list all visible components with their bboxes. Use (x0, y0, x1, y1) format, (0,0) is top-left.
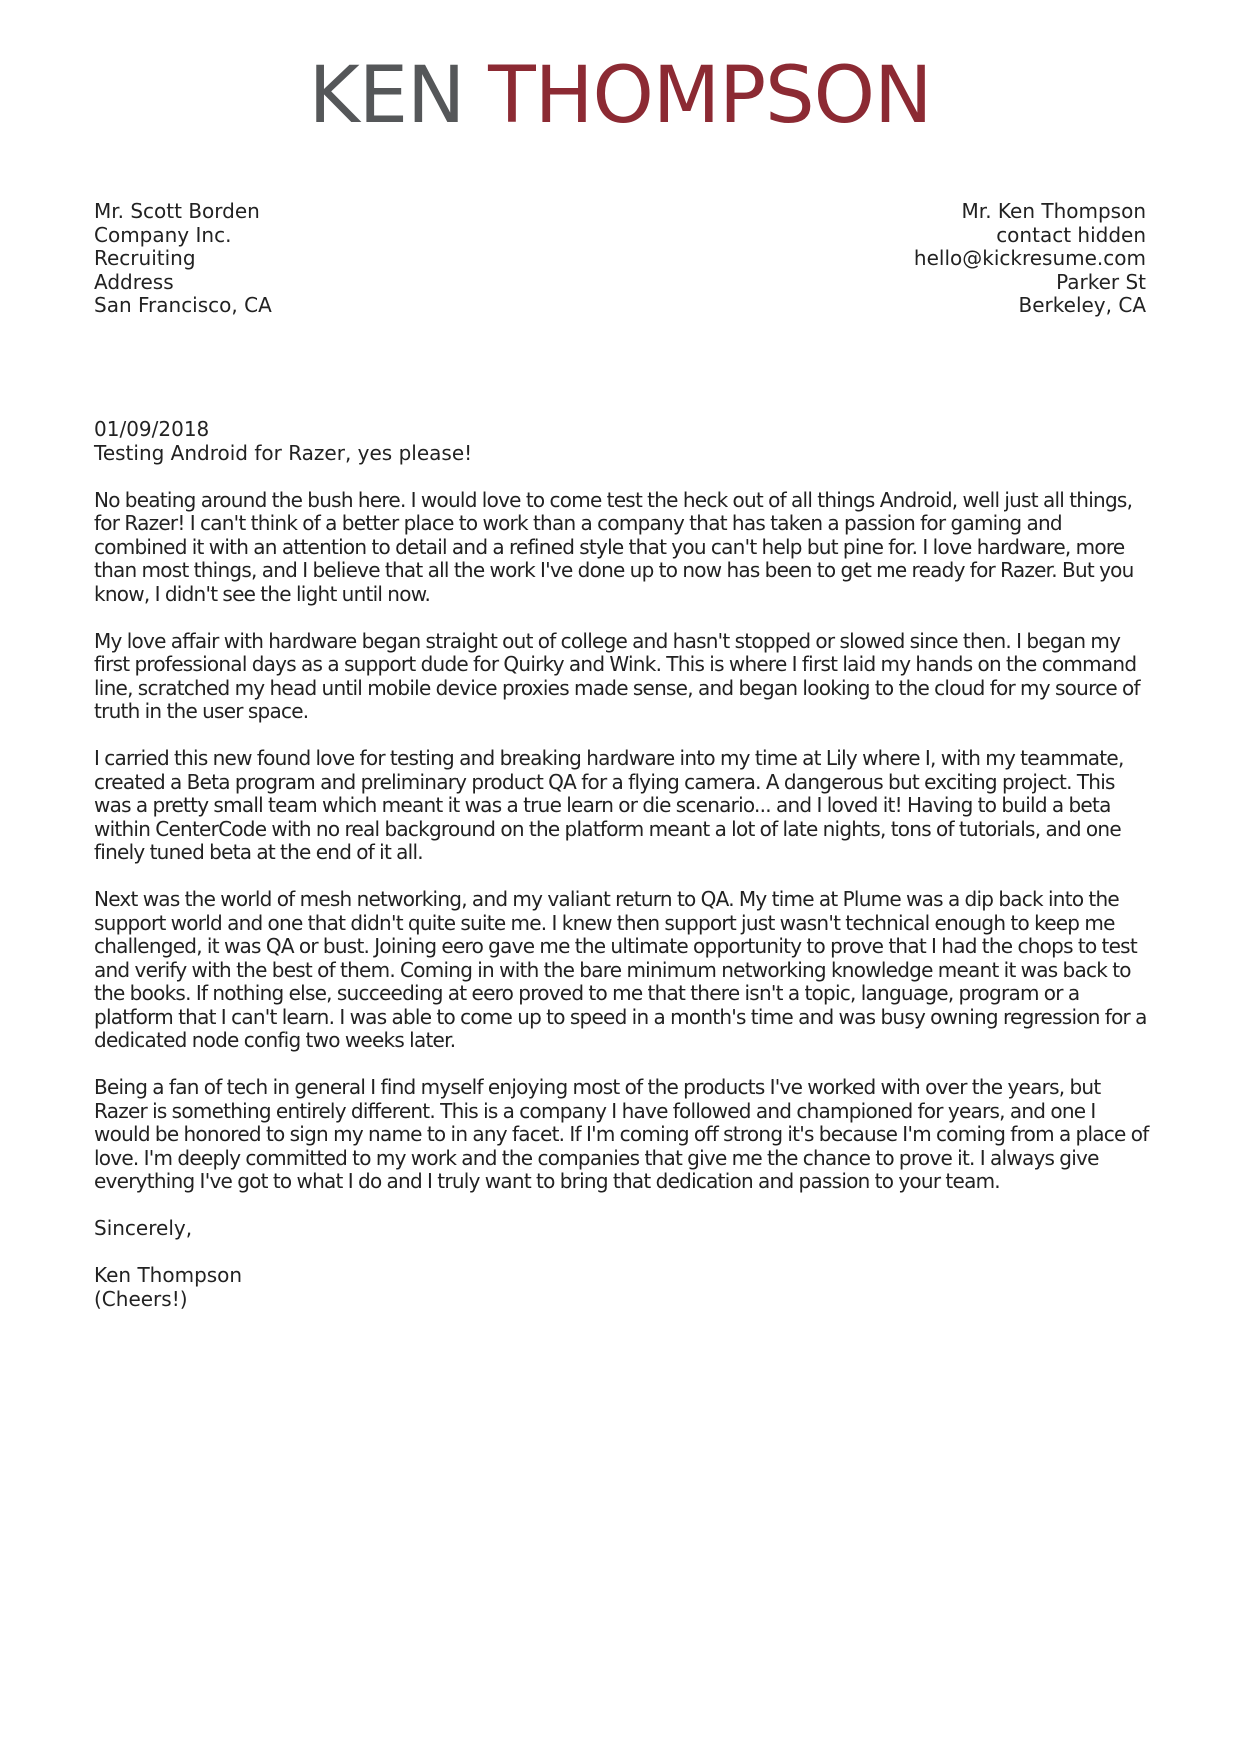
recipient-department: Recruiting (94, 246, 196, 270)
letter-date: 01/09/2018 (94, 417, 210, 441)
letter-paragraph: No beating around the bush here. I would love to come test the heck out of all things Android, well just all things, for Razer! I can't think of a better place to work than a company that has taken a passion for gaming and combined it with an attention to detail and a refined style that you can't help but pine for. I love hardware, more than most things, and I believe that all the work I've done up to now has been to get me ready for Razer. But you know, I didn't see the light until now. (94, 487, 1134, 606)
letter-subject: Testing Android for Razer, yes please! (94, 440, 473, 465)
recipient-city: San Francisco, CA (94, 293, 272, 317)
signature-name: Ken Thompson (94, 1263, 243, 1287)
applicant-name-header (0, 46, 1240, 146)
recipient-company: Company Inc. (94, 222, 232, 247)
sender-email: hello@kickresume.com (913, 246, 1146, 270)
recipient-address-block (94, 200, 272, 318)
letter-paragraph: Next was the world of mesh networking, and my valiant return to QA. My time at Plume was a dip back into the support world and one that didn't quite suite me. I knew then support just wasn't technical enough to keep me challenged, it was QA or bust. Joining eero gave me the ultimate opportunity to prove that I had the chops to test and verify with the best of them. Coming in with the bare minimum networking knowledge meant it was back to the books. If nothing else, succeeding at eero proved to me that there isn't a topic, language, program or a platform that I can't learn. I was able to come up to speed in a month's time and was busy owning regression for a dedicated node config two weeks later. (94, 887, 1147, 1052)
sender-street: Parker St (1056, 269, 1146, 294)
letter-paragraph: I carried this new found love for testing and breaking hardware into my time at Lily where I, with my teammate, created a Beta program and preliminary product QA for a flying camera. A dangerous but exciting project. This was a pretty small team which meant it was a true learn or die scenario... and I loved it! Having to build a beta within CenterCode with no real background on the platform meant a lot of late nights, tons of tutorials, and one finely tuned beta at the end of it all. (94, 746, 1124, 864)
recipient-name: Mr. Scott Borden (94, 199, 260, 223)
first-name: KEN (308, 51, 465, 141)
letter-paragraph: Being a fan of tech in general I find myself enjoying most of the products I've worked with over the years, but Razer is something entirely different. This is a company I have followed and championed for years, and one I would be honored to sign my name to in any facet. If I'm coming off strong it's because I'm coming from a place of love. I'm deeply committed to my work and the companies that give me the chance to prove it. I always give everything I've got to what I do and I truly want to bring that dedication and passion to your team. (94, 1075, 1149, 1193)
signature-note: (Cheers!) (94, 1286, 188, 1311)
letter-body (94, 418, 1154, 1311)
sender-city: Berkeley, CA (1018, 293, 1146, 317)
letter-closing: Sincerely, (94, 1216, 193, 1240)
last-name: THOMPSON (488, 51, 932, 141)
sender-phone: contact hidden (996, 222, 1146, 247)
recipient-address: Address (94, 269, 174, 294)
sender-address-block (914, 200, 1146, 318)
letter-paragraph: My love affair with hardware began straight out of college and hasn't stopped or slowed since then. I began my first professional days as a support dude for Quirky and Wink. This is where I first laid my hands on the command line, scratched my head until mobile device proxies made sense, and began looking to the cloud for my source of truth in the user space. (94, 628, 1140, 723)
sender-name: Mr. Ken Thompson (961, 199, 1146, 223)
